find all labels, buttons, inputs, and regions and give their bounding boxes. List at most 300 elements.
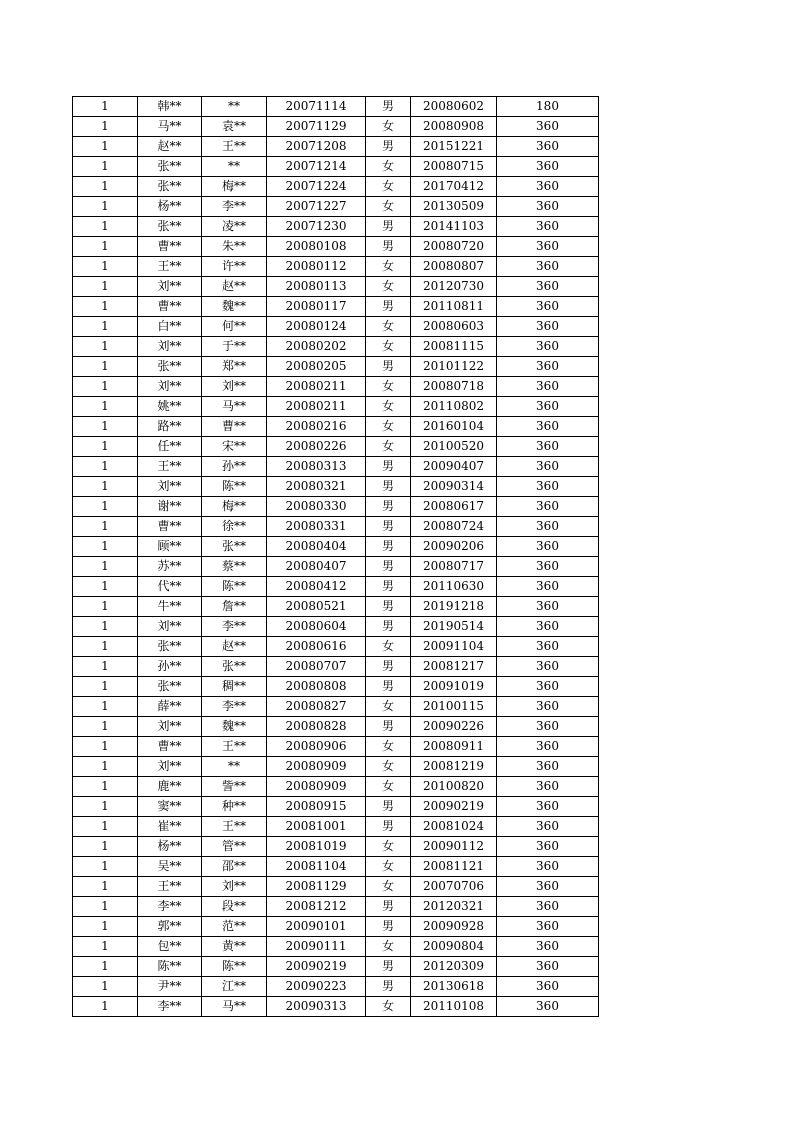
spouse-name-cell: 李** [202, 697, 267, 717]
spouse-name-cell: 赵** [202, 277, 267, 297]
date-cell: 20191218 [411, 597, 497, 617]
gender-cell: 男 [366, 217, 411, 237]
date-cell: 20071208 [267, 137, 366, 157]
table-row [73, 397, 599, 417]
date-cell: 20081115 [411, 337, 497, 357]
date-cell: 20080715 [411, 157, 497, 177]
amount-cell: 360 [497, 417, 599, 437]
name-cell: 杨** [138, 197, 202, 217]
amount-cell: 360 [497, 297, 599, 317]
date-cell: 20080321 [267, 477, 366, 497]
name-cell: 杨** [138, 837, 202, 857]
table-row [73, 377, 599, 397]
table-row [73, 777, 599, 797]
name-cell: 姚** [138, 397, 202, 417]
gender-cell: 男 [366, 137, 411, 157]
date-cell: 20080205 [267, 357, 366, 377]
gender-cell: 男 [366, 477, 411, 497]
table-row [73, 197, 599, 217]
count-cell: 1 [73, 437, 138, 457]
count-cell: 1 [73, 417, 138, 437]
date-cell: 20090804 [411, 937, 497, 957]
amount-cell: 360 [497, 657, 599, 677]
spouse-name-cell: 稠** [202, 677, 267, 697]
name-cell: 刘** [138, 377, 202, 397]
name-cell: 刘** [138, 717, 202, 737]
date-cell: 20081001 [267, 817, 366, 837]
name-cell: 窦** [138, 797, 202, 817]
date-cell: 20090111 [267, 937, 366, 957]
gender-cell: 女 [366, 437, 411, 457]
date-cell: 20071224 [267, 177, 366, 197]
spouse-name-cell: 梅** [202, 177, 267, 197]
table-row [73, 657, 599, 677]
amount-cell: 360 [497, 457, 599, 477]
table-body [73, 97, 599, 1017]
amount-cell: 360 [497, 757, 599, 777]
count-cell: 1 [73, 377, 138, 397]
table-row [73, 437, 599, 457]
spouse-name-cell: ** [202, 157, 267, 177]
count-cell: 1 [73, 977, 138, 997]
table-row [73, 797, 599, 817]
date-cell: 20080906 [267, 737, 366, 757]
name-cell: 马** [138, 117, 202, 137]
count-cell: 1 [73, 357, 138, 377]
table-row [73, 557, 599, 577]
spouse-name-cell: 马** [202, 397, 267, 417]
spouse-name-cell: 陈** [202, 477, 267, 497]
amount-cell: 360 [497, 497, 599, 517]
date-cell: 20080603 [411, 317, 497, 337]
date-cell: 20090223 [267, 977, 366, 997]
date-cell: 20080202 [267, 337, 366, 357]
gender-cell: 女 [366, 197, 411, 217]
table-row [73, 597, 599, 617]
spouse-name-cell: 何** [202, 317, 267, 337]
name-cell: 刘** [138, 617, 202, 637]
table-row [73, 317, 599, 337]
date-cell: 20081217 [411, 657, 497, 677]
gender-cell: 女 [366, 397, 411, 417]
amount-cell: 360 [497, 997, 599, 1017]
date-cell: 20110108 [411, 997, 497, 1017]
table-row [73, 937, 599, 957]
date-cell: 20080211 [267, 397, 366, 417]
date-cell: 20100115 [411, 697, 497, 717]
count-cell: 1 [73, 637, 138, 657]
name-cell: 张** [138, 357, 202, 377]
name-cell: 谢** [138, 497, 202, 517]
date-cell: 20120309 [411, 957, 497, 977]
table-row [73, 157, 599, 177]
amount-cell: 360 [497, 637, 599, 657]
table-row [73, 357, 599, 377]
amount-cell: 360 [497, 257, 599, 277]
date-cell: 20080827 [267, 697, 366, 717]
table-row [73, 457, 599, 477]
count-cell: 1 [73, 657, 138, 677]
amount-cell: 360 [497, 357, 599, 377]
date-cell: 20080909 [267, 757, 366, 777]
amount-cell: 360 [497, 237, 599, 257]
name-cell: 张** [138, 177, 202, 197]
amount-cell: 360 [497, 117, 599, 137]
date-cell: 20080707 [267, 657, 366, 677]
gender-cell: 男 [366, 497, 411, 517]
gender-cell: 女 [366, 757, 411, 777]
amount-cell: 360 [497, 397, 599, 417]
gender-cell: 女 [366, 837, 411, 857]
spouse-name-cell: 魏** [202, 297, 267, 317]
spouse-name-cell: 李** [202, 617, 267, 637]
date-cell: 20110630 [411, 577, 497, 597]
gender-cell: 男 [366, 717, 411, 737]
date-cell: 20110802 [411, 397, 497, 417]
gender-cell: 男 [366, 917, 411, 937]
count-cell: 1 [73, 557, 138, 577]
spouse-name-cell: 徐** [202, 517, 267, 537]
date-cell: 20080211 [267, 377, 366, 397]
name-cell: 王** [138, 877, 202, 897]
table-row [73, 97, 599, 117]
name-cell: 张** [138, 217, 202, 237]
table-row [73, 577, 599, 597]
gender-cell: 男 [366, 577, 411, 597]
date-cell: 20080404 [267, 537, 366, 557]
name-cell: 顾** [138, 537, 202, 557]
date-cell: 20080331 [267, 517, 366, 537]
count-cell: 1 [73, 777, 138, 797]
gender-cell: 男 [366, 457, 411, 477]
gender-cell: 女 [366, 377, 411, 397]
name-cell: 陈** [138, 957, 202, 977]
gender-cell: 女 [366, 937, 411, 957]
date-cell: 20080226 [267, 437, 366, 457]
count-cell: 1 [73, 697, 138, 717]
spouse-name-cell: 马** [202, 997, 267, 1017]
date-cell: 20100820 [411, 777, 497, 797]
amount-cell: 360 [497, 577, 599, 597]
gender-cell: 男 [366, 817, 411, 837]
name-cell: 王** [138, 257, 202, 277]
name-cell: 李** [138, 897, 202, 917]
gender-cell: 女 [366, 277, 411, 297]
count-cell: 1 [73, 677, 138, 697]
spouse-name-cell: 段** [202, 897, 267, 917]
count-cell: 1 [73, 397, 138, 417]
amount-cell: 360 [497, 797, 599, 817]
spouse-name-cell: 郑** [202, 357, 267, 377]
date-cell: 20080911 [411, 737, 497, 757]
count-cell: 1 [73, 277, 138, 297]
amount-cell: 360 [497, 737, 599, 757]
gender-cell: 男 [366, 237, 411, 257]
table-row [73, 417, 599, 437]
date-cell: 20080604 [267, 617, 366, 637]
count-cell: 1 [73, 137, 138, 157]
date-cell: 20080724 [411, 517, 497, 537]
spouse-name-cell: 凌** [202, 217, 267, 237]
spouse-name-cell: 訾** [202, 777, 267, 797]
date-cell: 20070706 [411, 877, 497, 897]
count-cell: 1 [73, 297, 138, 317]
spouse-name-cell: 许** [202, 257, 267, 277]
date-cell: 20081024 [411, 817, 497, 837]
count-cell: 1 [73, 997, 138, 1017]
count-cell: 1 [73, 477, 138, 497]
count-cell: 1 [73, 97, 138, 117]
date-cell: 20090206 [411, 537, 497, 557]
date-cell: 20101122 [411, 357, 497, 377]
spouse-name-cell: 陈** [202, 577, 267, 597]
count-cell: 1 [73, 257, 138, 277]
spouse-name-cell: 邵** [202, 857, 267, 877]
gender-cell: 女 [366, 417, 411, 437]
gender-cell: 男 [366, 897, 411, 917]
date-cell: 20170412 [411, 177, 497, 197]
gender-cell: 男 [366, 557, 411, 577]
gender-cell: 女 [366, 857, 411, 877]
amount-cell: 360 [497, 857, 599, 877]
date-cell: 20080720 [411, 237, 497, 257]
name-cell: 孙** [138, 657, 202, 677]
date-cell: 20071129 [267, 117, 366, 137]
amount-cell: 360 [497, 277, 599, 297]
gender-cell: 男 [366, 517, 411, 537]
spouse-name-cell: 赵** [202, 637, 267, 657]
amount-cell: 360 [497, 537, 599, 557]
gender-cell: 女 [366, 337, 411, 357]
date-cell: 20090313 [267, 997, 366, 1017]
amount-cell: 360 [497, 337, 599, 357]
date-cell: 20080717 [411, 557, 497, 577]
name-cell: 鹿** [138, 777, 202, 797]
name-cell: 崔** [138, 817, 202, 837]
amount-cell: 360 [497, 697, 599, 717]
date-cell: 20080908 [411, 117, 497, 137]
spouse-name-cell: 宋** [202, 437, 267, 457]
date-cell: 20071230 [267, 217, 366, 237]
count-cell: 1 [73, 537, 138, 557]
amount-cell: 360 [497, 377, 599, 397]
gender-cell: 男 [366, 657, 411, 677]
table-row [73, 477, 599, 497]
table-row [73, 897, 599, 917]
date-cell: 20091019 [411, 677, 497, 697]
date-cell: 20090101 [267, 917, 366, 937]
name-cell: 郭** [138, 917, 202, 937]
count-cell: 1 [73, 597, 138, 617]
count-cell: 1 [73, 957, 138, 977]
date-cell: 20090112 [411, 837, 497, 857]
date-cell: 20130618 [411, 977, 497, 997]
count-cell: 1 [73, 177, 138, 197]
spouse-name-cell: ** [202, 757, 267, 777]
name-cell: 路** [138, 417, 202, 437]
spouse-name-cell: 张** [202, 537, 267, 557]
table-row [73, 737, 599, 757]
count-cell: 1 [73, 457, 138, 477]
name-cell: 刘** [138, 277, 202, 297]
table-row [73, 257, 599, 277]
table-row [73, 957, 599, 977]
amount-cell: 360 [497, 717, 599, 737]
count-cell: 1 [73, 877, 138, 897]
gender-cell: 男 [366, 617, 411, 637]
count-cell: 1 [73, 317, 138, 337]
date-cell: 20080407 [267, 557, 366, 577]
date-cell: 20080807 [411, 257, 497, 277]
date-cell: 20080915 [267, 797, 366, 817]
table-row [73, 517, 599, 537]
date-cell: 20081104 [267, 857, 366, 877]
date-cell: 20090226 [411, 717, 497, 737]
name-cell: 刘** [138, 477, 202, 497]
name-cell: 韩** [138, 97, 202, 117]
name-cell: 牛** [138, 597, 202, 617]
date-cell: 20080313 [267, 457, 366, 477]
spouse-name-cell: 袁** [202, 117, 267, 137]
name-cell: 刘** [138, 337, 202, 357]
spouse-name-cell: 种** [202, 797, 267, 817]
amount-cell: 360 [497, 877, 599, 897]
spouse-name-cell: 魏** [202, 717, 267, 737]
date-cell: 20081121 [411, 857, 497, 877]
date-cell: 20081019 [267, 837, 366, 857]
gender-cell: 男 [366, 977, 411, 997]
date-cell: 20081212 [267, 897, 366, 917]
table-row [73, 697, 599, 717]
date-cell: 20151221 [411, 137, 497, 157]
gender-cell: 女 [366, 697, 411, 717]
table-row [73, 297, 599, 317]
amount-cell: 360 [497, 597, 599, 617]
date-cell: 20071114 [267, 97, 366, 117]
name-cell: 张** [138, 157, 202, 177]
table-row [73, 337, 599, 357]
date-cell: 20080718 [411, 377, 497, 397]
date-cell: 20080602 [411, 97, 497, 117]
spouse-name-cell: 王** [202, 817, 267, 837]
table-row [73, 717, 599, 737]
count-cell: 1 [73, 117, 138, 137]
gender-cell: 男 [366, 357, 411, 377]
gender-cell: 女 [366, 257, 411, 277]
table-row [73, 997, 599, 1017]
amount-cell: 360 [497, 317, 599, 337]
spouse-name-cell: 蔡** [202, 557, 267, 577]
gender-cell: 女 [366, 177, 411, 197]
date-cell: 20141103 [411, 217, 497, 237]
amount-cell: 360 [497, 557, 599, 577]
count-cell: 1 [73, 617, 138, 637]
spouse-name-cell: 孙** [202, 457, 267, 477]
name-cell: 苏** [138, 557, 202, 577]
gender-cell: 女 [366, 157, 411, 177]
spouse-name-cell: 张** [202, 657, 267, 677]
gender-cell: 女 [366, 637, 411, 657]
date-cell: 20080617 [411, 497, 497, 517]
gender-cell: 男 [366, 597, 411, 617]
spouse-name-cell: 范** [202, 917, 267, 937]
name-cell: 李** [138, 997, 202, 1017]
name-cell: 尹** [138, 977, 202, 997]
date-cell: 20090219 [411, 797, 497, 817]
count-cell: 1 [73, 857, 138, 877]
date-cell: 20160104 [411, 417, 497, 437]
count-cell: 1 [73, 717, 138, 737]
spouse-name-cell: 刘** [202, 877, 267, 897]
count-cell: 1 [73, 337, 138, 357]
name-cell: 吴** [138, 857, 202, 877]
count-cell: 1 [73, 577, 138, 597]
count-cell: 1 [73, 757, 138, 777]
date-cell: 20080112 [267, 257, 366, 277]
date-cell: 20081129 [267, 877, 366, 897]
date-cell: 20080909 [267, 777, 366, 797]
gender-cell: 女 [366, 877, 411, 897]
amount-cell: 360 [497, 197, 599, 217]
table-row [73, 537, 599, 557]
gender-cell: 女 [366, 317, 411, 337]
count-cell: 1 [73, 797, 138, 817]
date-cell: 20120321 [411, 897, 497, 917]
name-cell: 张** [138, 637, 202, 657]
spouse-name-cell: 曹** [202, 417, 267, 437]
date-cell: 20130509 [411, 197, 497, 217]
amount-cell: 360 [497, 777, 599, 797]
spouse-name-cell: 陈** [202, 957, 267, 977]
spouse-name-cell: 王** [202, 137, 267, 157]
name-cell: 张** [138, 677, 202, 697]
date-cell: 20090219 [267, 957, 366, 977]
spouse-name-cell: 于** [202, 337, 267, 357]
date-cell: 20080828 [267, 717, 366, 737]
date-cell: 20190514 [411, 617, 497, 637]
amount-cell: 360 [497, 617, 599, 637]
spouse-name-cell: 梅** [202, 497, 267, 517]
name-cell: 曹** [138, 237, 202, 257]
amount-cell: 360 [497, 917, 599, 937]
spouse-name-cell: 朱** [202, 237, 267, 257]
date-cell: 20091104 [411, 637, 497, 657]
date-cell: 20081219 [411, 757, 497, 777]
gender-cell: 男 [366, 97, 411, 117]
name-cell: 曹** [138, 737, 202, 757]
table-row [73, 177, 599, 197]
date-cell: 20090314 [411, 477, 497, 497]
date-cell: 20080216 [267, 417, 366, 437]
table-row [73, 917, 599, 937]
amount-cell: 360 [497, 137, 599, 157]
count-cell: 1 [73, 157, 138, 177]
amount-cell: 360 [497, 817, 599, 837]
amount-cell: 360 [497, 517, 599, 537]
amount-cell: 360 [497, 217, 599, 237]
count-cell: 1 [73, 197, 138, 217]
count-cell: 1 [73, 897, 138, 917]
name-cell: 曹** [138, 517, 202, 537]
table-row [73, 137, 599, 157]
count-cell: 1 [73, 737, 138, 757]
gender-cell: 男 [366, 537, 411, 557]
table-row [73, 217, 599, 237]
count-cell: 1 [73, 217, 138, 237]
amount-cell: 360 [497, 937, 599, 957]
amount-cell: 360 [497, 437, 599, 457]
name-cell: 任** [138, 437, 202, 457]
